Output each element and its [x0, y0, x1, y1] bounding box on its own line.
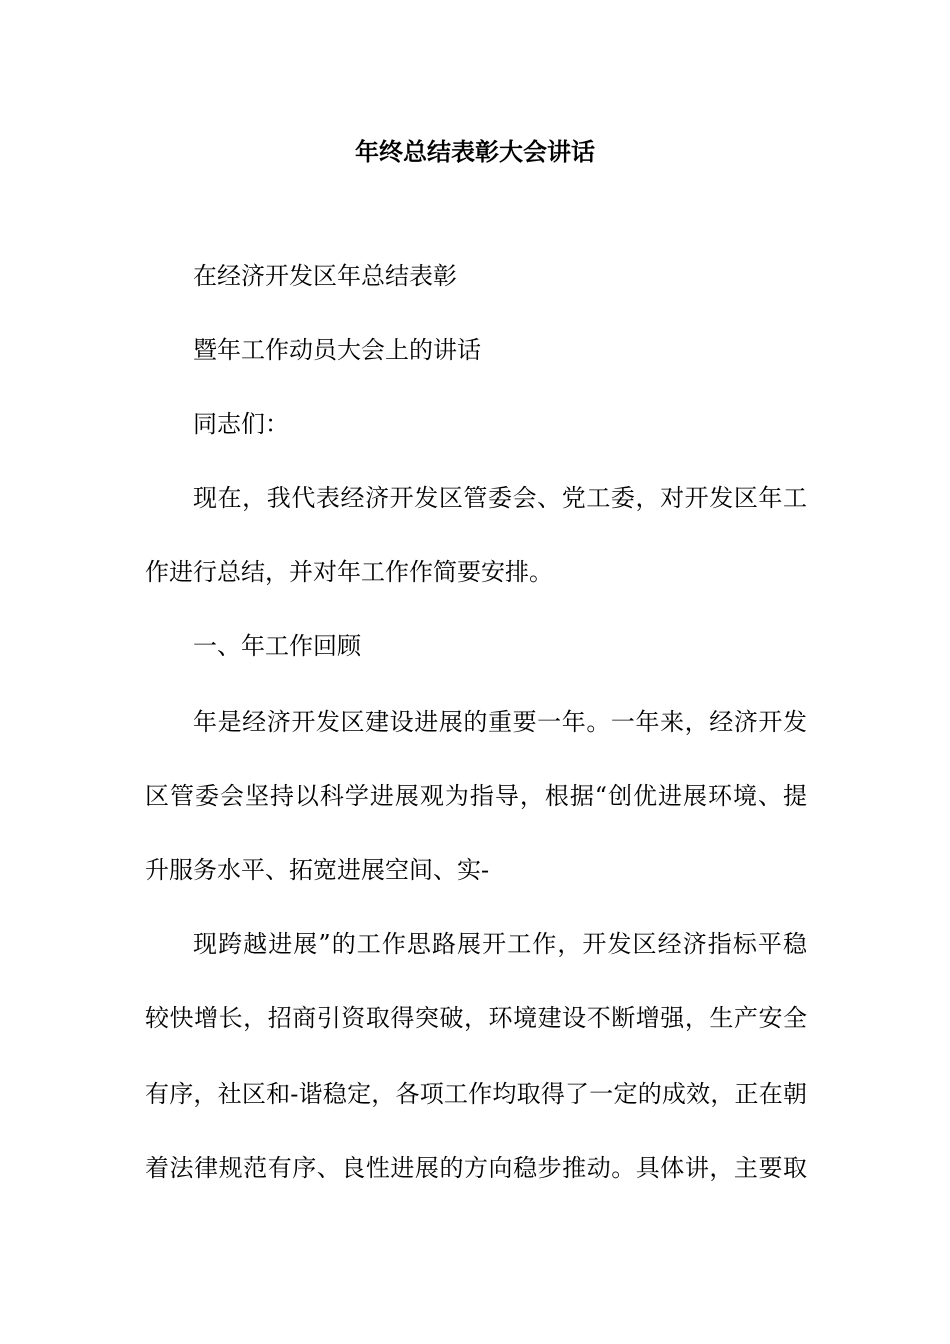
text-line: 现跨越进展”的工作思路展开工作，开发区经济指标平稳: [193, 930, 807, 958]
section-heading: 一、年工作回顾: [193, 632, 361, 660]
text-line: 年是经济开发区建设进展的重要一年。一年来，经济开发: [193, 708, 807, 736]
text-line: 现在，我代表经济开发区管委会、党工委，对开发区年工: [193, 484, 807, 512]
text-line: 区管委会坚持以科学进展观为指导，根据“创优进展环境、提: [145, 782, 807, 810]
text-line: 在经济开发区年总结表彰: [193, 262, 457, 290]
text-line: 有序，社区和-谐稳定，各项工作均取得了一定的成效，正在朝: [145, 1080, 807, 1108]
text-line: 作进行总结，并对年工作作简要安排。: [145, 558, 553, 586]
document-title: 年终总结表彰大会讲话: [355, 138, 595, 166]
text-line: 着法律规范有序、良性进展的方向稳步推动。具体讲，主要取: [145, 1154, 807, 1182]
text-line: 升服务水平、拓宽进展空间、实-: [145, 856, 490, 884]
text-line: 较快增长，招商引资取得突破，环境建设不断增强，生产安全: [145, 1004, 807, 1032]
text-line: 暨年工作动员大会上的讲话: [193, 336, 481, 364]
text-line: 同志们：: [193, 410, 289, 438]
